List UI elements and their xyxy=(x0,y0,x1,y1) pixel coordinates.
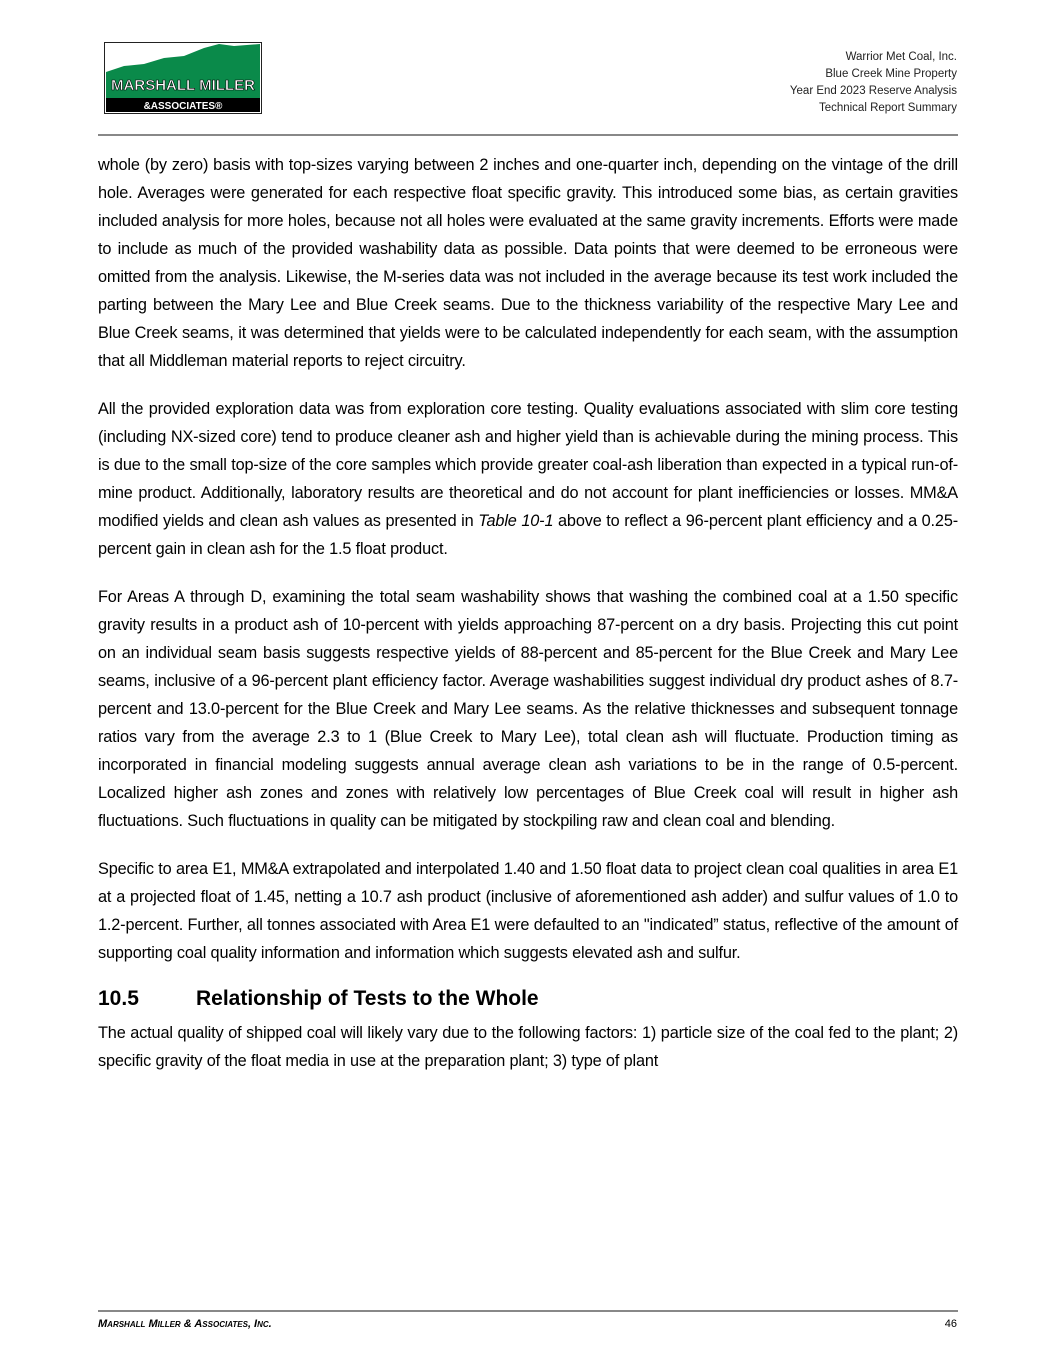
svg-text:&ASSOCIATES®: &ASSOCIATES® xyxy=(143,101,223,112)
paragraph: The actual quality of shipped coal will likely vary due to the following factors: 1) particle size of the coal fed to the plant; 2) specific gravity of the float media in use at the preparation plant; 3) type of plant xyxy=(98,1024,958,1070)
footer-company: Marshall Miller & Associates, Inc. xyxy=(98,1318,272,1330)
company-logo xyxy=(104,42,262,114)
paragraph xyxy=(98,395,958,563)
header-divider xyxy=(98,134,958,136)
text: above to reflect a 96-percent plant efficiency and a 0.25-percent gain in clean ash for the 1.5 float product. xyxy=(98,512,959,558)
header-company: Warrior Met Coal, Inc. xyxy=(845,51,957,63)
section-number: 10.5 xyxy=(98,987,139,1010)
section-title: Relationship of Tests to the Whole xyxy=(196,987,539,1010)
paragraph: Specific to area E1, MM&A extrapolated and interpolated 1.40 and 1.50 float data to project clean coal qualities in area E1 at a projected float of 1.45, netting a 10.7 ash product (inclusive of aforementioned ash adder) and sulfur values of 1.0 to 1.2-percent. Further, all tonnes associated with Area E1 were defaulted to an "indicated” status, reflective of the amount of supporting coal quality information and information which suggests elevated ash and sulfur. xyxy=(98,860,958,962)
section-heading xyxy=(98,983,958,1015)
svg-text:MARSHALL MILLER: MARSHALL MILLER xyxy=(111,77,255,94)
header-analysis: Year End 2023 Reserve Analysis xyxy=(789,85,957,97)
paragraph: For Areas A through D, examining the total seam washability shows that washing the combined coal at a 1.50 specific gravity results in a product ash of 10-percent with yields approaching 87-percent on a dry basis. Projecting this cut point on an individual seam basis suggests respective yields of 88-percent and 85-percent for the Blue Creek and Mary Lee seams, inclusive of a 96-percent plant efficiency factor. Average washabilities suggest individual dry product ashes of 8.7-percent and 13.0-percent for the Blue Creek and Mary Lee seams. As the relative thicknesses and subsequent tonnage ratios vary from the average 2.3 to 1 (Blue Creek to Mary Lee), total clean ash will fluctuate. Production timing as incorporated in financial modeling suggests annual average clean ash variations to be in the range of 0.5-percent. Localized higher ash zones and zones with relatively low percentages of Blue Creek coal will result in higher ash fluctuations. Such fluctuations in quality can be mitigated by stockpiling raw and clean coal and blending. xyxy=(98,588,958,830)
header-report-type: Technical Report Summary xyxy=(818,102,957,114)
text: All the provided exploration data was from exploration core testing. Quality evaluations associated with slim core testing (including NX-sized core) tend to produce cleaner ash and higher yield than is achievable during the mining process. This is due to the small top-size of the core samples which provide greater coal-ash liberation than expected in a typical run-of-mine product. Additionally, laboratory results are theoretical and do not account for plant inefficiencies or losses. MM&A modified yields and clean ash values as presented in xyxy=(98,400,958,530)
report-header xyxy=(790,49,957,117)
page-body xyxy=(98,151,958,1095)
page-number: 46 xyxy=(944,1318,957,1330)
header-property: Blue Creek Mine Property xyxy=(825,68,957,80)
table-reference: Table 10-1 xyxy=(478,512,554,530)
paragraph: whole (by zero) basis with top-sizes varying between 2 inches and one-quarter inch, depending on the vintage of the drill hole. Averages were generated for each respective float specific gravity. This introduced some bias, as certain gravities included analysis for more holes, because not all holes were evaluated at the same gravity increments. Efforts were made to include as much of the provided washability data as possible. Data points that were deemed to be erroneous were omitted from the analysis. Likewise, the M-series data was not included in the average because its test work included the parting between the Mary Lee and Blue Creek seams. Due to the thickness variability of the respective Mary Lee and Blue Creek seams, it was determined that yields were to be calculated independently for each seam, with the assumption that all Middleman material reports to reject circuitry. xyxy=(98,156,958,370)
footer-divider xyxy=(98,1310,958,1312)
